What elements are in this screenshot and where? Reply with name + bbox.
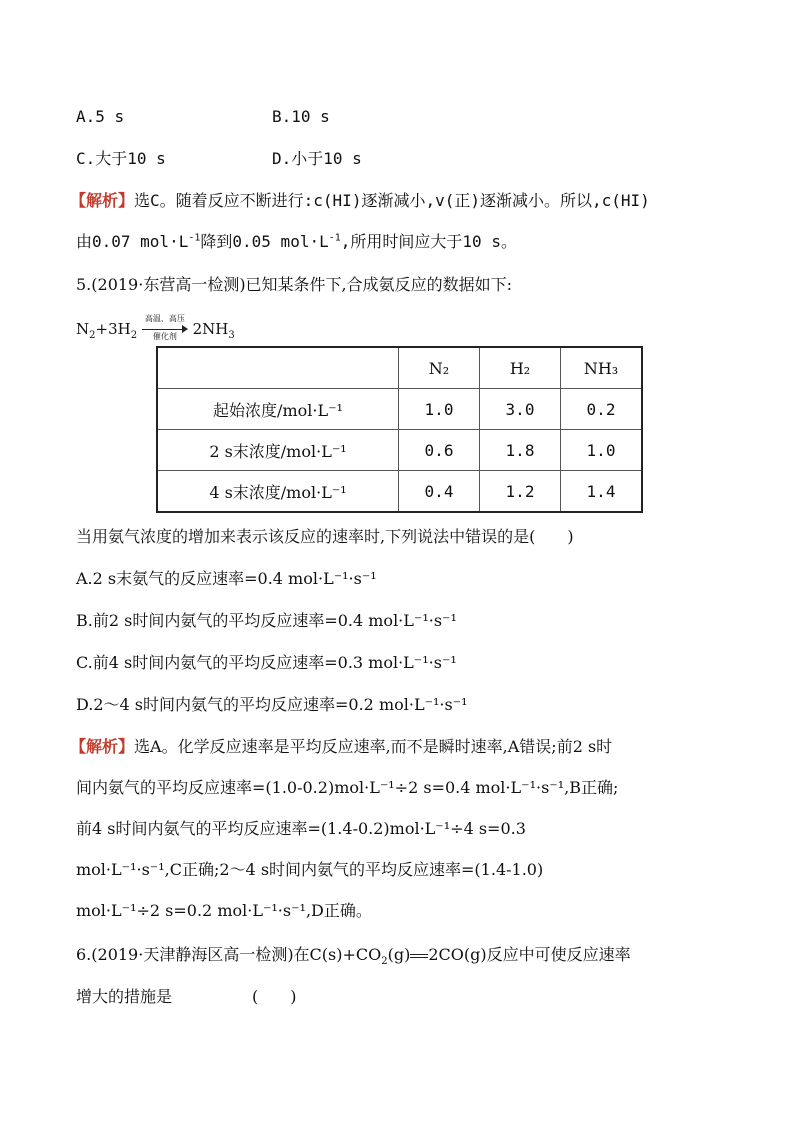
- q5-analysis-line2: 间内氨气的平均反应速率=(1.0-0.2)mol·L⁻¹÷2 s=0.4 mol·L⁻¹·s⁻¹,B正确;: [76, 778, 619, 797]
- q4-analysis-line2: 由0.07 $mol\cdot L^{-1}$降到0.05 $mol\cdot L^{-1}$,所用时间应大于10 s。: [76, 232, 517, 251]
- q5-analysis-line5: mol·L⁻¹÷2 s=0.2 mol·L⁻¹·s⁻¹,D正确。: [76, 901, 372, 920]
- q5-analysis-line1: 【解析】选A。化学反应速率是平均反应速率,而不是瞬时速率,A错误;前2 s时: [70, 737, 613, 756]
- analysis-tag: 【解析】: [70, 191, 135, 210]
- table-cell: 0.2: [561, 389, 643, 430]
- option-b: B.10 s: [272, 107, 330, 126]
- table-cell: 0.6: [399, 430, 480, 471]
- q5-option-d: D.2～4 s时间内氨气的平均反应速率=0.2 mol·L⁻¹·s⁻¹: [76, 695, 468, 714]
- table-cell: 1.8: [480, 430, 561, 471]
- table-cell: N₂: [399, 347, 480, 389]
- table-cell: 2 s末浓度/mol·L⁻¹: [157, 430, 399, 471]
- equilibrium-arrow-icon: [410, 954, 428, 958]
- q6-line2: 增大的措施是 ( ): [76, 987, 297, 1006]
- reaction-arrow-icon: 高温、高压 催化剂: [142, 323, 188, 337]
- analysis-tag: 【解析】: [70, 737, 135, 756]
- data-table: [156, 346, 643, 513]
- table-cell: 1.4: [561, 471, 643, 513]
- q5-option-c: C.前4 s时间内氨气的平均反应速率=0.3 mol·L⁻¹·s⁻¹: [76, 653, 457, 672]
- option-c: C.大于10 s: [76, 149, 166, 168]
- table-cell: 4 s末浓度/mol·L⁻¹: [157, 471, 399, 513]
- table-cell: 3.0: [480, 389, 561, 430]
- table-row: [157, 471, 642, 513]
- table-row: [157, 389, 642, 430]
- q5-option-b: B.前2 s时间内氨气的平均反应速率=0.4 mol·L⁻¹·s⁻¹: [76, 611, 457, 630]
- table-cell: 起始浓度/mol·L⁻¹: [157, 389, 399, 430]
- table-cell: 1.0: [561, 430, 643, 471]
- table-cell: [157, 347, 399, 389]
- table-cell: NH₃: [561, 347, 643, 389]
- table-row: [157, 430, 642, 471]
- option-d: D.小于10 s: [272, 149, 362, 168]
- q5-equation: $N_2+3H_2$ 高温、高压 催化剂 $2NH_3$: [76, 314, 235, 341]
- table-header-row: [157, 347, 642, 389]
- table-cell: 1.2: [480, 471, 561, 513]
- q5-analysis-line4: mol·L⁻¹·s⁻¹,C正确;2～4 s时间内氨气的平均反应速率=(1.4-1.0): [76, 860, 544, 879]
- q5-analysis-line3: 前4 s时间内氨气的平均反应速率=(1.4-0.2)mol·L⁻¹÷4 s=0.3: [76, 819, 526, 838]
- table-cell: H₂: [480, 347, 561, 389]
- option-a: A.5 s: [76, 107, 125, 126]
- q5-stem: 5.(2019·东营高一检测)已知某条件下,合成氨反应的数据如下:: [76, 275, 513, 294]
- q5-question: 当用氨气浓度的增加来表示该反应的速率时,下列说法中错误的是( ): [76, 527, 574, 546]
- table-cell: 0.4: [399, 471, 480, 513]
- table-cell: 1.0: [399, 389, 480, 430]
- q5-option-a: A.2 s末氨气的反应速率=0.4 mol·L⁻¹·s⁻¹: [76, 569, 377, 588]
- q6-stem: 6.(2019·天津静海区高一检测)在$C(s)+CO_2(g)$ 2CO(g)反应中可使反应速率: [76, 945, 631, 968]
- q4-analysis-line1: 【解析】选C。随着反应不断进行:c(HI)逐渐减小,v(正)逐渐减小。所以,c(HI): [70, 191, 650, 210]
